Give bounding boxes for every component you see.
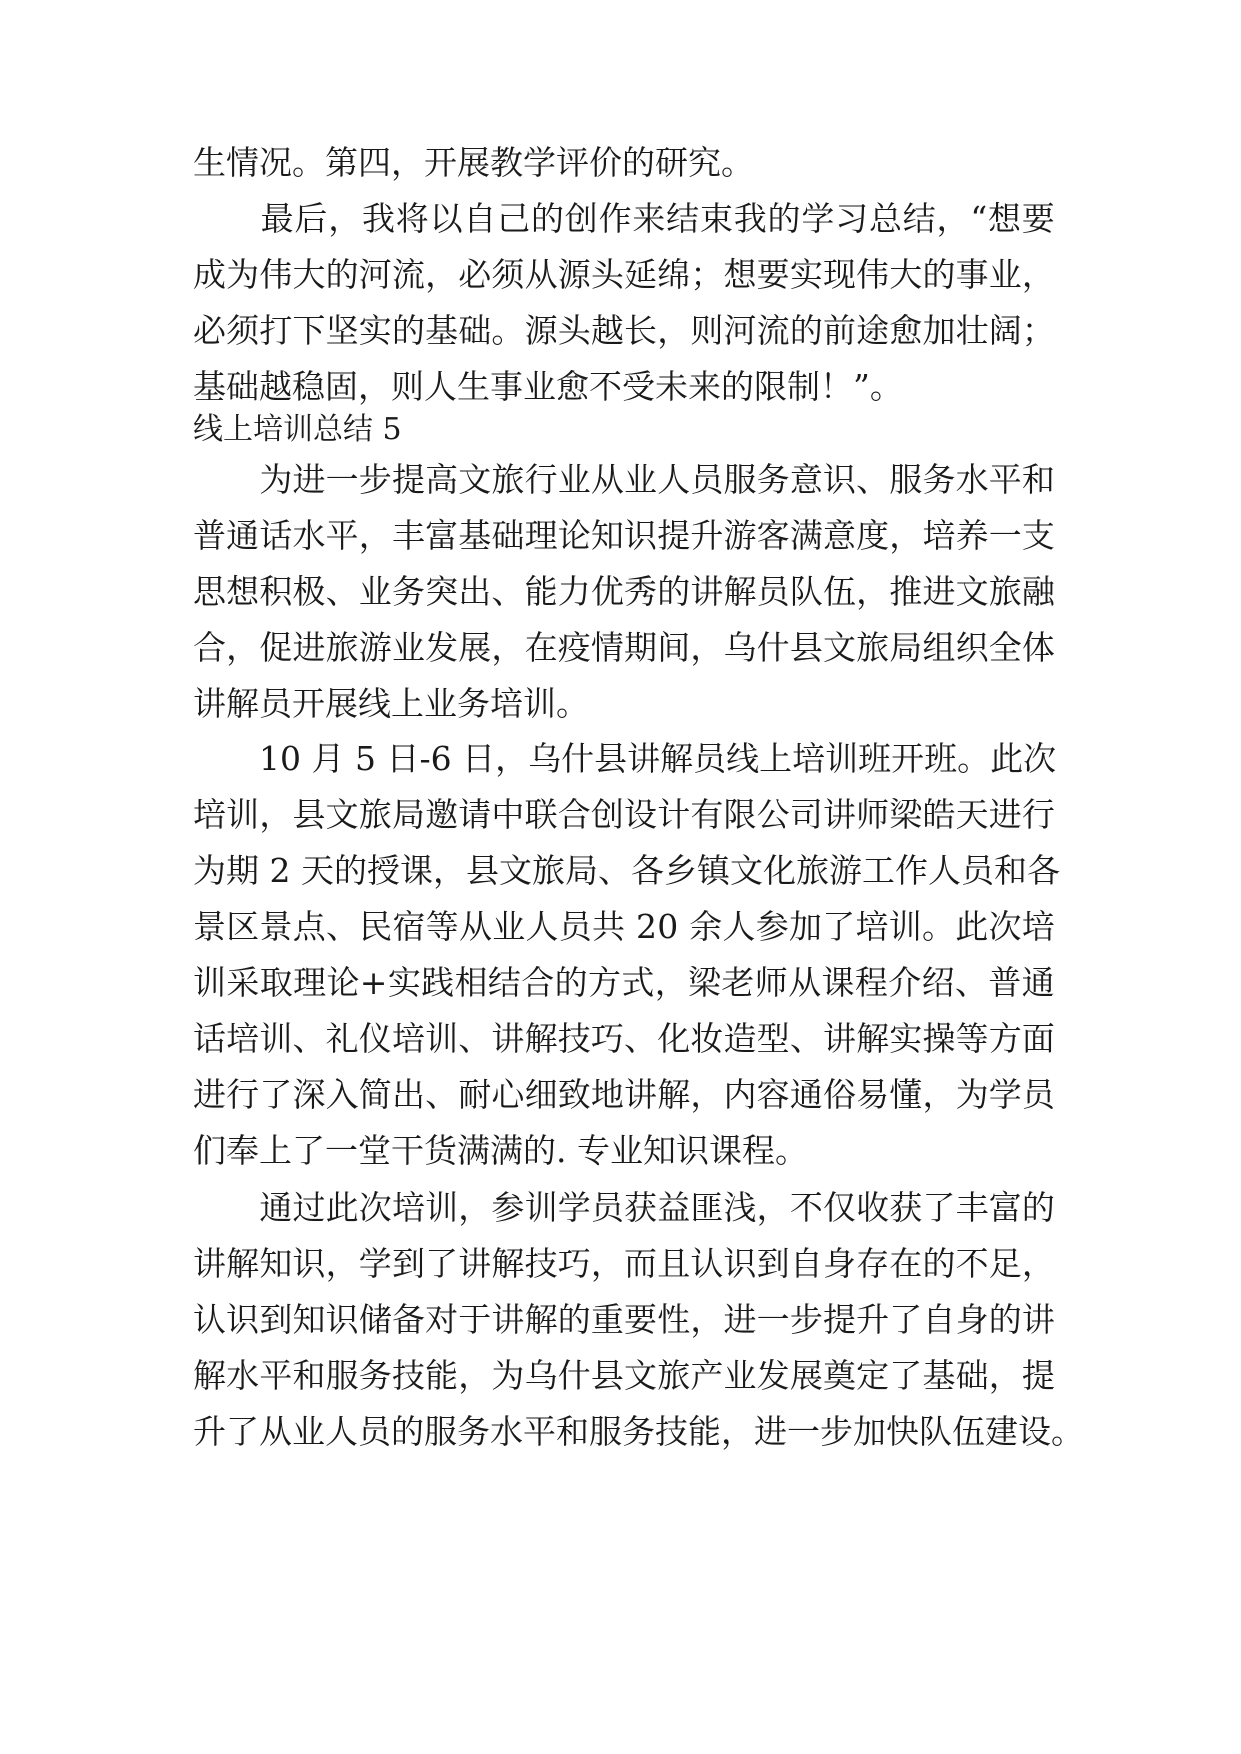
body-text-line: 景 区 景 点 、 民 宿 等 从 业 人 员 共 2 0 余 人 参 加 了 培 训 。 此 次 培: [193, 907, 1055, 946]
body-text-line: 生情况。第四，开展教学评价的研究。: [193, 143, 754, 182]
body-text-line: 成 为 伟 大 的 河 流 ， 必 须 从 源 头 延 绵 ； 想 要 实 现 伟 大 的 事 业 ，: [193, 255, 1055, 294]
body-text-line: 最 后 ， 我 将 以 自 己 的 创 作 来 结 束 我 的 学 习 总 结 ， “ 想 要: [260, 199, 1055, 238]
body-text-line: 思 想 积 极 、 业 务 突 出 、 能 力 优 秀 的 讲 解 员 队 伍 ， 推 进 文 旅 融: [193, 572, 1055, 611]
body-text-line: 合 ， 促 进 旅 游 业 发 展 ， 在 疫 情 期 间 ， 乌 什 县 文 旅 局 组 织 全 体: [193, 628, 1055, 667]
body-text-line: 1 0 月 5 日 - 6 日 ， 乌 什 县 讲 解 员 线 上 培 训 班 开 班 。 此 次: [259, 739, 1057, 778]
body-text-line: 讲 解 知 识 ， 学 到 了 讲 解 技 巧 ， 而 且 认 识 到 自 身 存 在 的 不 足 ，: [193, 1244, 1055, 1283]
body-text-line: 解 水 平 和 服 务 技 能 ， 为 乌 什 县 文 旅 产 业 发 展 奠 定 了 基 础 ， 提: [193, 1356, 1055, 1395]
body-text-line: 们奉上了一堂干货满满的. 专业知识课程。: [193, 1131, 808, 1170]
body-text-line: 基础越稳固，则人生事业愈不受未来的限制！”。: [193, 367, 903, 406]
body-text-line: 话 培 训 、 礼 仪 培 训 、 讲 解 技 巧 、 化 妆 造 型 、 讲 解 实 操 等 方 面: [193, 1019, 1055, 1058]
body-text-line: 认 识 到 知 识 储 备 对 于 讲 解 的 重 要 性 ， 进 一 步 提 升 了 自 身 的 讲: [193, 1300, 1055, 1339]
body-text-line: 普 通 话 水 平 ， 丰 富 基 础 理 论 知 识 提 升 游 客 满 意 度 ， 培 养 一 支: [193, 516, 1055, 555]
body-text-line: 必 须 打 下 坚 实 的 基 础 。 源 头 越 长 ， 则 河 流 的 前 途 愈 加 壮 阔 ；: [193, 311, 1055, 350]
body-text-line: 通 过 此 次 培 训 ， 参 训 学 员 获 益 匪 浅 ， 不 仅 收 获 了 丰 富 的: [259, 1188, 1055, 1227]
body-text-line: 为 期 2 天 的 授 课 ， 县 文 旅 局 、 各 乡 镇 文 化 旅 游 工 作 人 员 和 各: [193, 851, 1060, 890]
body-text-line: 进 行 了 深 入 简 出 、 耐 心 细 致 地 讲 解 ， 内 容 通 俗 易 懂 ， 为 学 员: [193, 1075, 1055, 1114]
body-text-line: 培 训 ， 县 文 旅 局 邀 请 中 联 合 创 设 计 有 限 公 司 讲 师 梁 皓 天 进 行: [193, 795, 1055, 834]
body-text-line: 训 采 取 理 论 + 实 践 相 结 合 的 方 式 ， 梁 老 师 从 课 程 介 绍 、 普 通: [193, 963, 1055, 1002]
body-text-line: 升 了 从 业 人 员 的 服 务 水 平 和 服 务 技 能 ， 进 一 步 加 快 队 伍 建 设 。: [193, 1412, 1084, 1451]
body-text-line: 讲解员开展线上业务培训。: [193, 684, 589, 723]
body-text-line: 为 进 一 步 提 高 文 旅 行 业 从 业 人 员 服 务 意 识 、 服 务 水 平 和: [259, 460, 1055, 499]
section-heading: 线上培训总结 5: [193, 412, 402, 447]
